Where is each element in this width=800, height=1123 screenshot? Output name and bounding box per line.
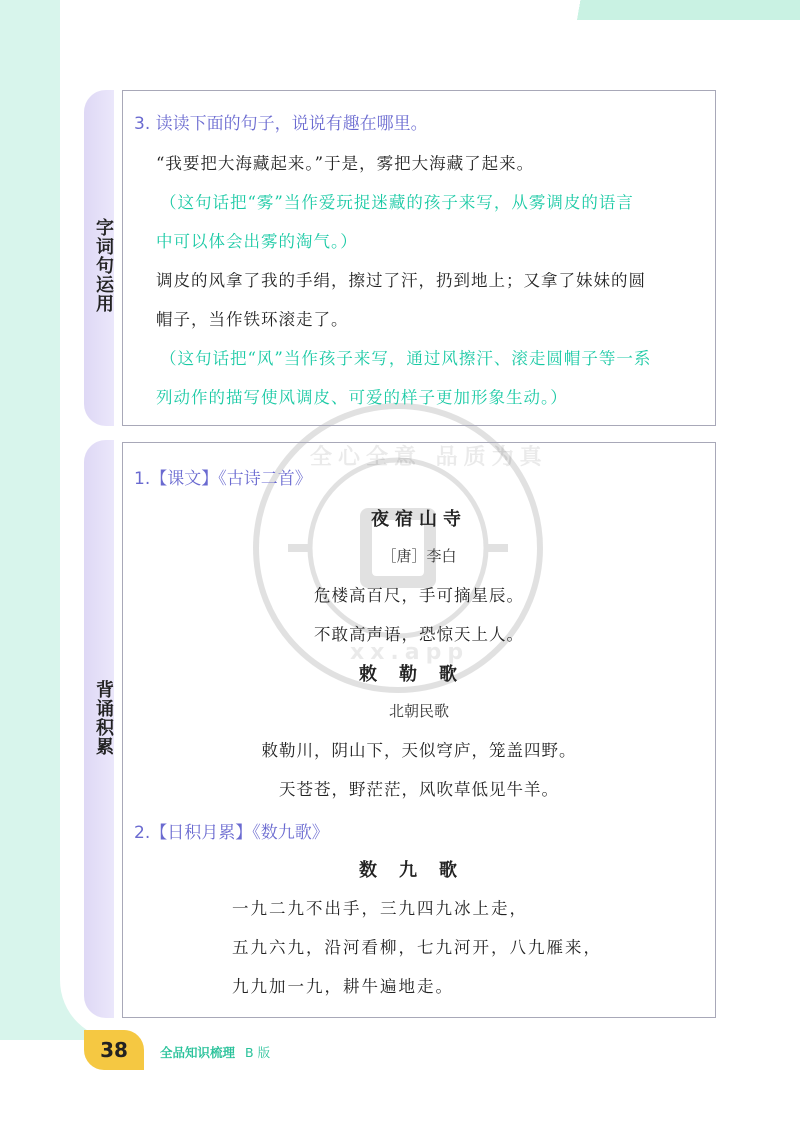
poem-line: 不敢高声语，恐惊天上人。 <box>314 625 524 644</box>
lesson-heading: 1.【课文】《古诗二首》 <box>134 469 312 489</box>
answer-line: （这句话把“风”当作孩子来写，通过风擦汗、滚走圆帽子等一系 <box>160 349 652 368</box>
poem-line: 敕勒川，阴山下，天似穹庐，笼盖四野。 <box>261 741 577 760</box>
top-accent <box>60 0 800 20</box>
poem-title: 敕勒歌 <box>359 664 479 685</box>
poem-line: 五九六九，沿河看柳，七九河开，八九雁来， <box>232 938 602 957</box>
poem-line: 危楼高百尺，手可摘星辰。 <box>314 586 524 605</box>
poem-line: 九九加一九，耕牛遍地走。 <box>232 977 454 996</box>
watermark-url: xx.app <box>350 640 470 665</box>
poem-author: ［唐］李白 <box>381 547 457 565</box>
sentence-line: 帽子，当作铁环滚走了。 <box>156 310 349 329</box>
edition-label: B 版 <box>245 1045 271 1060</box>
watermark-text: 全心全意 品质为真 <box>310 445 548 470</box>
answer-line: 列动作的描写使风调皮、可爱的样子更加形象生动。） <box>156 388 568 407</box>
side-tab-recite <box>84 440 114 1018</box>
poem-line: 天苍苍，野茫茫，风吹草低见牛羊。 <box>279 780 559 799</box>
side-tab-label: 背诵积累 <box>93 680 114 756</box>
side-tab-label: 字词句运用 <box>93 218 114 313</box>
page-number: 38 <box>84 1030 144 1070</box>
poem-author: 北朝民歌 <box>388 702 449 720</box>
answer-line: （这句话把“雾”当作爱玩捉迷藏的孩子来写，从雾调皮的语言 <box>160 193 634 212</box>
exercise-box <box>122 90 716 426</box>
footer-title <box>160 1043 270 1061</box>
lesson-heading: 2.【日积月累】《数九歌》 <box>134 823 329 843</box>
answer-line: 中可以体会出雾的淘气。） <box>156 232 358 251</box>
poem-title: 数九歌 <box>359 860 479 881</box>
exercise-heading: 3. 读读下面的句子，说说有趣在哪里。 <box>134 114 428 134</box>
sentence-line: “我要把大海藏起来。”于是，雾把大海藏了起来。 <box>156 154 535 173</box>
poem-line: 一九二九不出手，三九四九冰上走， <box>232 899 528 918</box>
book-title: 全品知识梳理 <box>160 1045 236 1060</box>
side-tab-usage <box>84 90 114 426</box>
sentence-line: 调皮的风拿了我的手绢，擦过了汗，扔到地上；又拿了妹妹的圆 <box>156 271 646 290</box>
poem-title: 夜宿山寺 <box>371 509 467 530</box>
